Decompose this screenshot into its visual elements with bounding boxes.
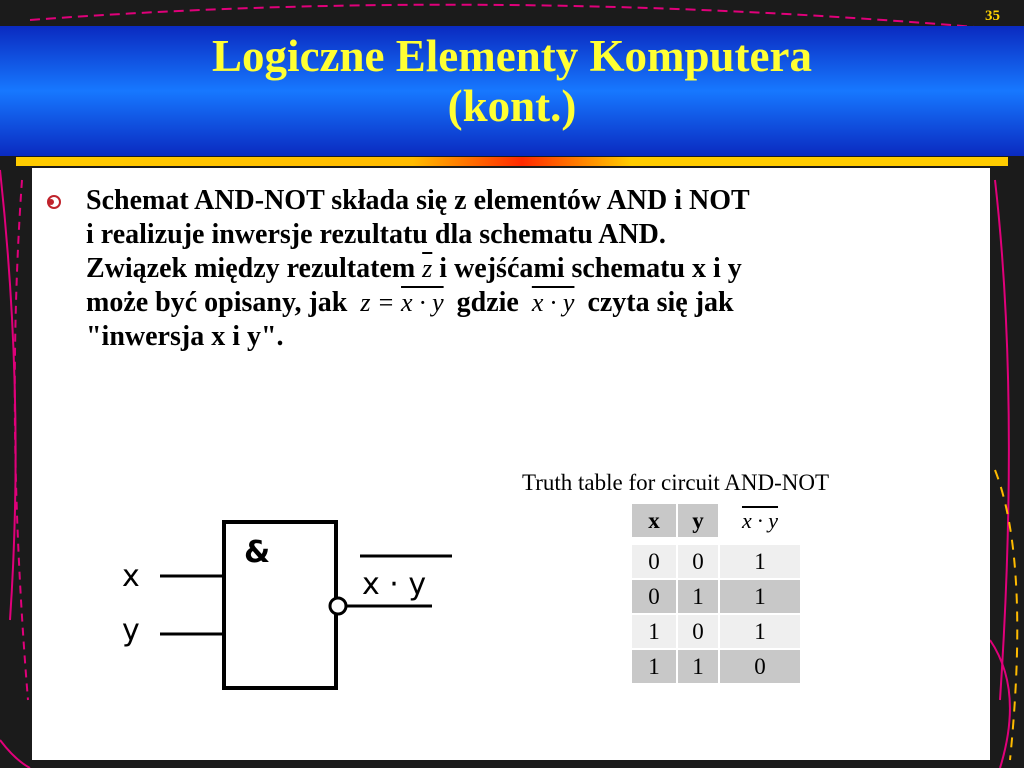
gate-output-label: x · y xyxy=(362,567,427,602)
slide-title-line2: (kont.) xyxy=(447,81,577,131)
header-y: y xyxy=(678,504,718,537)
table-cell: 0 xyxy=(678,615,718,648)
truth-table-caption: Truth table for circuit AND-NOT xyxy=(522,470,830,495)
paragraph-line-4 xyxy=(86,286,976,320)
paragraph-line-3 xyxy=(86,252,976,286)
truth-table xyxy=(630,502,802,685)
table-cell: 0 xyxy=(632,545,676,578)
table-row xyxy=(632,650,800,683)
table-cell: 0 xyxy=(720,650,800,683)
gate-symbol: & xyxy=(244,535,271,570)
circle-bullet-icon xyxy=(46,194,62,210)
table-row xyxy=(632,615,800,648)
formula-lhs: z = xyxy=(360,288,402,317)
table-cell: 1 xyxy=(678,650,718,683)
table-cell: 0 xyxy=(632,580,676,613)
table-cell: 1 xyxy=(720,545,800,578)
paragraph-line-5: "inwersja x i y". xyxy=(86,321,284,352)
paragraph-line-4-mid: gdzie xyxy=(456,287,519,318)
table-cell: 1 xyxy=(632,615,676,648)
paragraph-line-4-end: czyta się jak xyxy=(587,287,734,318)
formula-inverted-xy: x · y xyxy=(531,288,575,317)
gate-input-y: y xyxy=(122,613,140,648)
accent-bar xyxy=(16,157,1008,166)
table-cell: 1 xyxy=(678,580,718,613)
variable-z: $\overline{z}$ xyxy=(422,254,433,283)
content-area xyxy=(32,168,990,760)
slide-title xyxy=(0,31,1024,131)
table-row xyxy=(632,545,800,578)
table-cell: 1 xyxy=(720,580,800,613)
table-cell: 1 xyxy=(632,650,676,683)
formula-z-equals xyxy=(360,286,443,320)
paragraph-line-3-start: Związek między rezultatem xyxy=(86,253,423,284)
header-not-xy-text: x · y xyxy=(741,507,779,533)
paragraph-line-1: Schemat AND-NOT składa się z elementów AND i NOT xyxy=(86,185,750,216)
slide-number: 35 xyxy=(985,8,1000,24)
formula-rhs: x · y xyxy=(401,288,444,317)
paragraph-line-4-start: może być opisany, jak xyxy=(86,287,348,318)
paragraph-line-2: i realizuje inwersje rezultatu dla schematu AND. xyxy=(86,219,666,250)
table-cell: 1 xyxy=(720,615,800,648)
header-not-xy xyxy=(720,504,800,537)
paragraph-line-3-end: i wejśćami schematu x i y xyxy=(432,253,742,284)
gate-input-x: x xyxy=(122,559,140,594)
gate-body xyxy=(224,522,336,688)
header-x: x xyxy=(632,504,676,537)
table-row xyxy=(632,580,800,613)
inversion-circle xyxy=(330,598,346,614)
slide-title-line1: Logiczne Elementy Komputera xyxy=(212,31,812,81)
table-cell: 0 xyxy=(678,545,718,578)
and-not-gate-diagram xyxy=(122,508,482,698)
main-paragraph xyxy=(86,184,976,354)
